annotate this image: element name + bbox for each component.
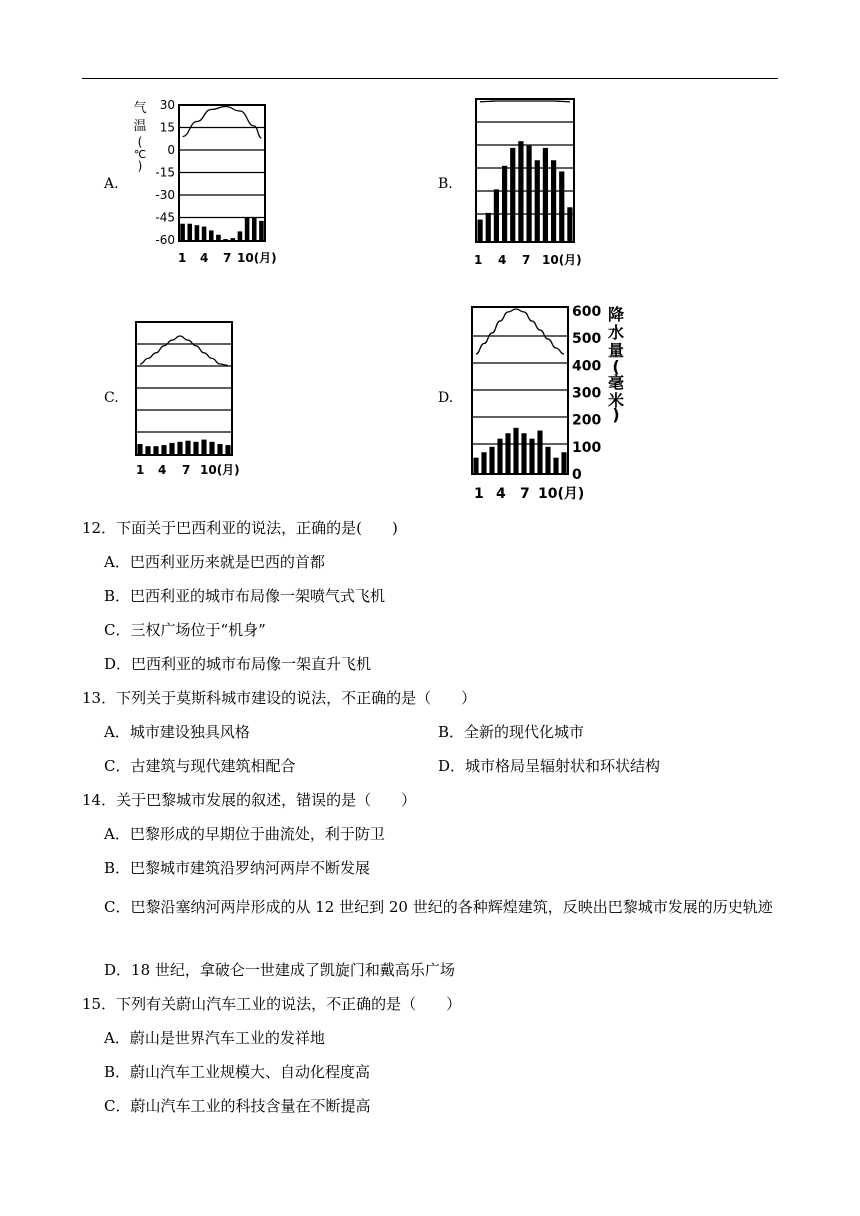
svg-text:毫: 毫: [607, 373, 625, 392]
question-14-option-d[interactable]: D．18 世纪，拿破仑一世建成了凯旋门和戴高乐广场: [104, 961, 455, 979]
question-14-stem: 14．关于巴黎城市发展的叙述，错误的是（ ）: [82, 791, 417, 809]
question-14-option-a[interactable]: A．巴黎形成的早期位于曲流处，利于防卫: [104, 825, 385, 843]
svg-text:米: 米: [607, 391, 625, 410]
precipitation-bar: [209, 230, 214, 241]
precipitation-bar: [202, 227, 207, 241]
x-tick-label: 1: [474, 253, 483, 267]
precipitation-bar: [537, 431, 542, 474]
x-tick-label: 10(月): [237, 251, 277, 265]
precipitation-bar: [481, 452, 486, 474]
precipitation-bar: [477, 220, 482, 242]
precipitation-tick-label: 100: [572, 439, 602, 456]
x-tick-label: 4: [496, 486, 506, 502]
temperature-curve: [183, 107, 262, 139]
temperature-tick-label: 0: [167, 143, 175, 157]
question-13-option-c[interactable]: C．古建筑与现代建筑相配合: [104, 757, 296, 775]
svg-text:(: (: [612, 357, 620, 376]
precipitation-bar: [553, 458, 558, 474]
question-12-option-b[interactable]: B．巴西利亚的城市布局像一架喷气式飞机: [104, 587, 386, 605]
precipitation-bar: [217, 444, 222, 455]
svg-text:气: 气: [133, 101, 147, 116]
precipitation-bar: [486, 213, 491, 242]
axis-title-temperature: [133, 101, 146, 173]
precipitation-bar: [529, 439, 534, 474]
option-b-label[interactable]: B.: [438, 176, 453, 192]
question-13-stem: 13．下列关于莫斯科城市建设的说法，不正确的是（ ）: [82, 689, 477, 707]
precipitation-bar: [521, 433, 526, 474]
gridlines: [179, 128, 265, 218]
precipitation-tick-label: 200: [572, 412, 602, 429]
precipitation-bar: [225, 445, 230, 455]
question-12-stem: 12．下面关于巴西利亚的说法，正确的是( ): [82, 519, 398, 537]
question-12-option-c[interactable]: C．三权广场位于“机身”: [104, 621, 266, 639]
svg-text:温: 温: [133, 119, 147, 134]
precipitation-bar: [230, 238, 235, 241]
temperature-curve: [476, 309, 564, 354]
precipitation-bar: [535, 160, 540, 242]
temperature-tick-label: 15: [159, 120, 175, 135]
svg-text:降: 降: [607, 305, 625, 324]
x-tick-label: 4: [158, 463, 167, 477]
option-a-label[interactable]: A.: [104, 176, 119, 192]
temperature-tick-label: -30: [155, 188, 175, 202]
precipitation-bar: [551, 160, 556, 242]
precipitation-bar: [543, 148, 548, 242]
x-tick-label: 7: [182, 463, 191, 477]
header-rule: [82, 78, 778, 79]
precipitation-bar: [567, 207, 572, 242]
precipitation-bar: [223, 239, 228, 241]
precipitation-bar: [145, 446, 150, 455]
option-d-label[interactable]: D.: [438, 390, 454, 406]
precipitation-bar: [518, 141, 523, 242]
question-15-option-b[interactable]: B．蔚山汽车工业规模大、自动化程度高: [104, 1063, 371, 1081]
question-15-stem: 15．下列有关蔚山汽车工业的说法，不正确的是（ ）: [82, 995, 462, 1013]
svg-text:℃: ℃: [133, 148, 147, 161]
climate-chart-c: [126, 318, 266, 478]
precipitation-bar: [193, 442, 198, 455]
temperature-curve: [140, 336, 228, 365]
x-tick-label: 1: [474, 486, 484, 502]
precipitation-bar: [494, 189, 499, 242]
precipitation-bar: [252, 217, 257, 241]
climate-chart-a: [126, 96, 286, 272]
precipitation-bar: [559, 171, 564, 242]
question-13-option-d[interactable]: D．城市格局呈辐射状和环状结构: [438, 757, 661, 775]
x-tick-label: 7: [223, 251, 232, 265]
x-tick-label: 4: [200, 251, 209, 265]
precipitation-tick-label: 400: [572, 358, 602, 375]
option-c-label[interactable]: C.: [104, 390, 119, 406]
precipitation-bar: [161, 445, 166, 455]
precipitation-bar: [526, 146, 531, 242]
precipitation-bar: [502, 166, 507, 242]
precipitation-bar: [510, 148, 515, 242]
precipitation-tick-label: 500: [572, 331, 602, 348]
precipitation-bar: [180, 224, 185, 241]
precipitation-bar: [489, 447, 494, 474]
svg-text:): ): [612, 405, 620, 424]
precipitation-bar: [177, 442, 182, 455]
precipitation-bar: [513, 428, 518, 474]
question-12-option-d[interactable]: D．巴西利亚的城市布局像一架直升飞机: [104, 655, 372, 673]
x-tick-label: 7: [520, 486, 530, 502]
x-tick-label: 7: [522, 253, 531, 267]
precipitation-bar: [216, 235, 221, 241]
x-tick-label: 10(月): [538, 486, 585, 502]
precipitation-bar: [185, 441, 190, 455]
precipitation-bar: [505, 433, 510, 474]
precipitation-bar: [473, 458, 478, 474]
precipitation-bar: [201, 440, 206, 455]
precipitation-tick-label: 0: [572, 467, 582, 483]
question-15-option-c[interactable]: C．蔚山汽车工业的科技含量在不断提高: [104, 1097, 371, 1115]
precipitation-bar: [209, 442, 214, 455]
precipitation-bar: [545, 447, 550, 474]
precipitation-bar: [137, 444, 142, 455]
svg-text:水: 水: [607, 323, 625, 342]
precipitation-bar: [497, 439, 502, 474]
temperature-tick-label: -45: [155, 210, 175, 225]
precipitation-bar: [169, 443, 174, 455]
x-tick-label: 1: [178, 251, 187, 265]
question-13-option-a[interactable]: A．城市建设独具风格: [104, 723, 250, 741]
precipitation-bar: [259, 221, 264, 241]
question-14-option-b[interactable]: B．巴黎城市建筑沿罗纳河两岸不断发展: [104, 859, 371, 877]
temperature-tick-label: -60: [155, 233, 175, 247]
climate-chart-d: [466, 298, 646, 504]
precipitation-bar: [238, 231, 243, 241]
svg-text:量: 量: [607, 341, 625, 360]
precipitation-bar: [561, 452, 566, 474]
precipitation-bar: [195, 225, 200, 241]
precipitation-tick-label: 300: [572, 385, 602, 402]
question-15-option-a[interactable]: A．蔚山是世界汽车工业的发祥地: [104, 1029, 325, 1047]
precipitation-bar: [245, 217, 250, 241]
axis-title-precipitation: [608, 305, 624, 424]
precipitation-bar: [187, 224, 192, 241]
gridlines: [472, 336, 568, 444]
question-12-option-a[interactable]: A．巴西利亚历来就是巴西的首都: [104, 553, 325, 571]
x-tick-label: 10(月): [542, 253, 582, 267]
svg-text:): ): [137, 159, 143, 173]
question-14-option-c[interactable]: C．巴黎沿塞纳河两岸形成的从 12 世纪到 20 世纪的各种辉煌建筑，反映出巴黎城市发展的历史轨迹: [104, 898, 773, 916]
precipitation-tick-label: 600: [572, 304, 602, 320]
x-tick-label: 1: [136, 463, 145, 477]
temperature-tick-label: -15: [155, 165, 175, 180]
temperature-curve: [480, 101, 570, 102]
precipitation-bar: [153, 446, 158, 455]
svg-text:(: (: [137, 135, 143, 149]
question-13-option-b[interactable]: B．全新的现代化城市: [438, 723, 585, 741]
climate-chart-b: [466, 96, 606, 272]
x-tick-label: 4: [498, 253, 507, 267]
temperature-tick-label: 30: [159, 98, 175, 112]
x-tick-label: 10(月): [200, 463, 240, 477]
